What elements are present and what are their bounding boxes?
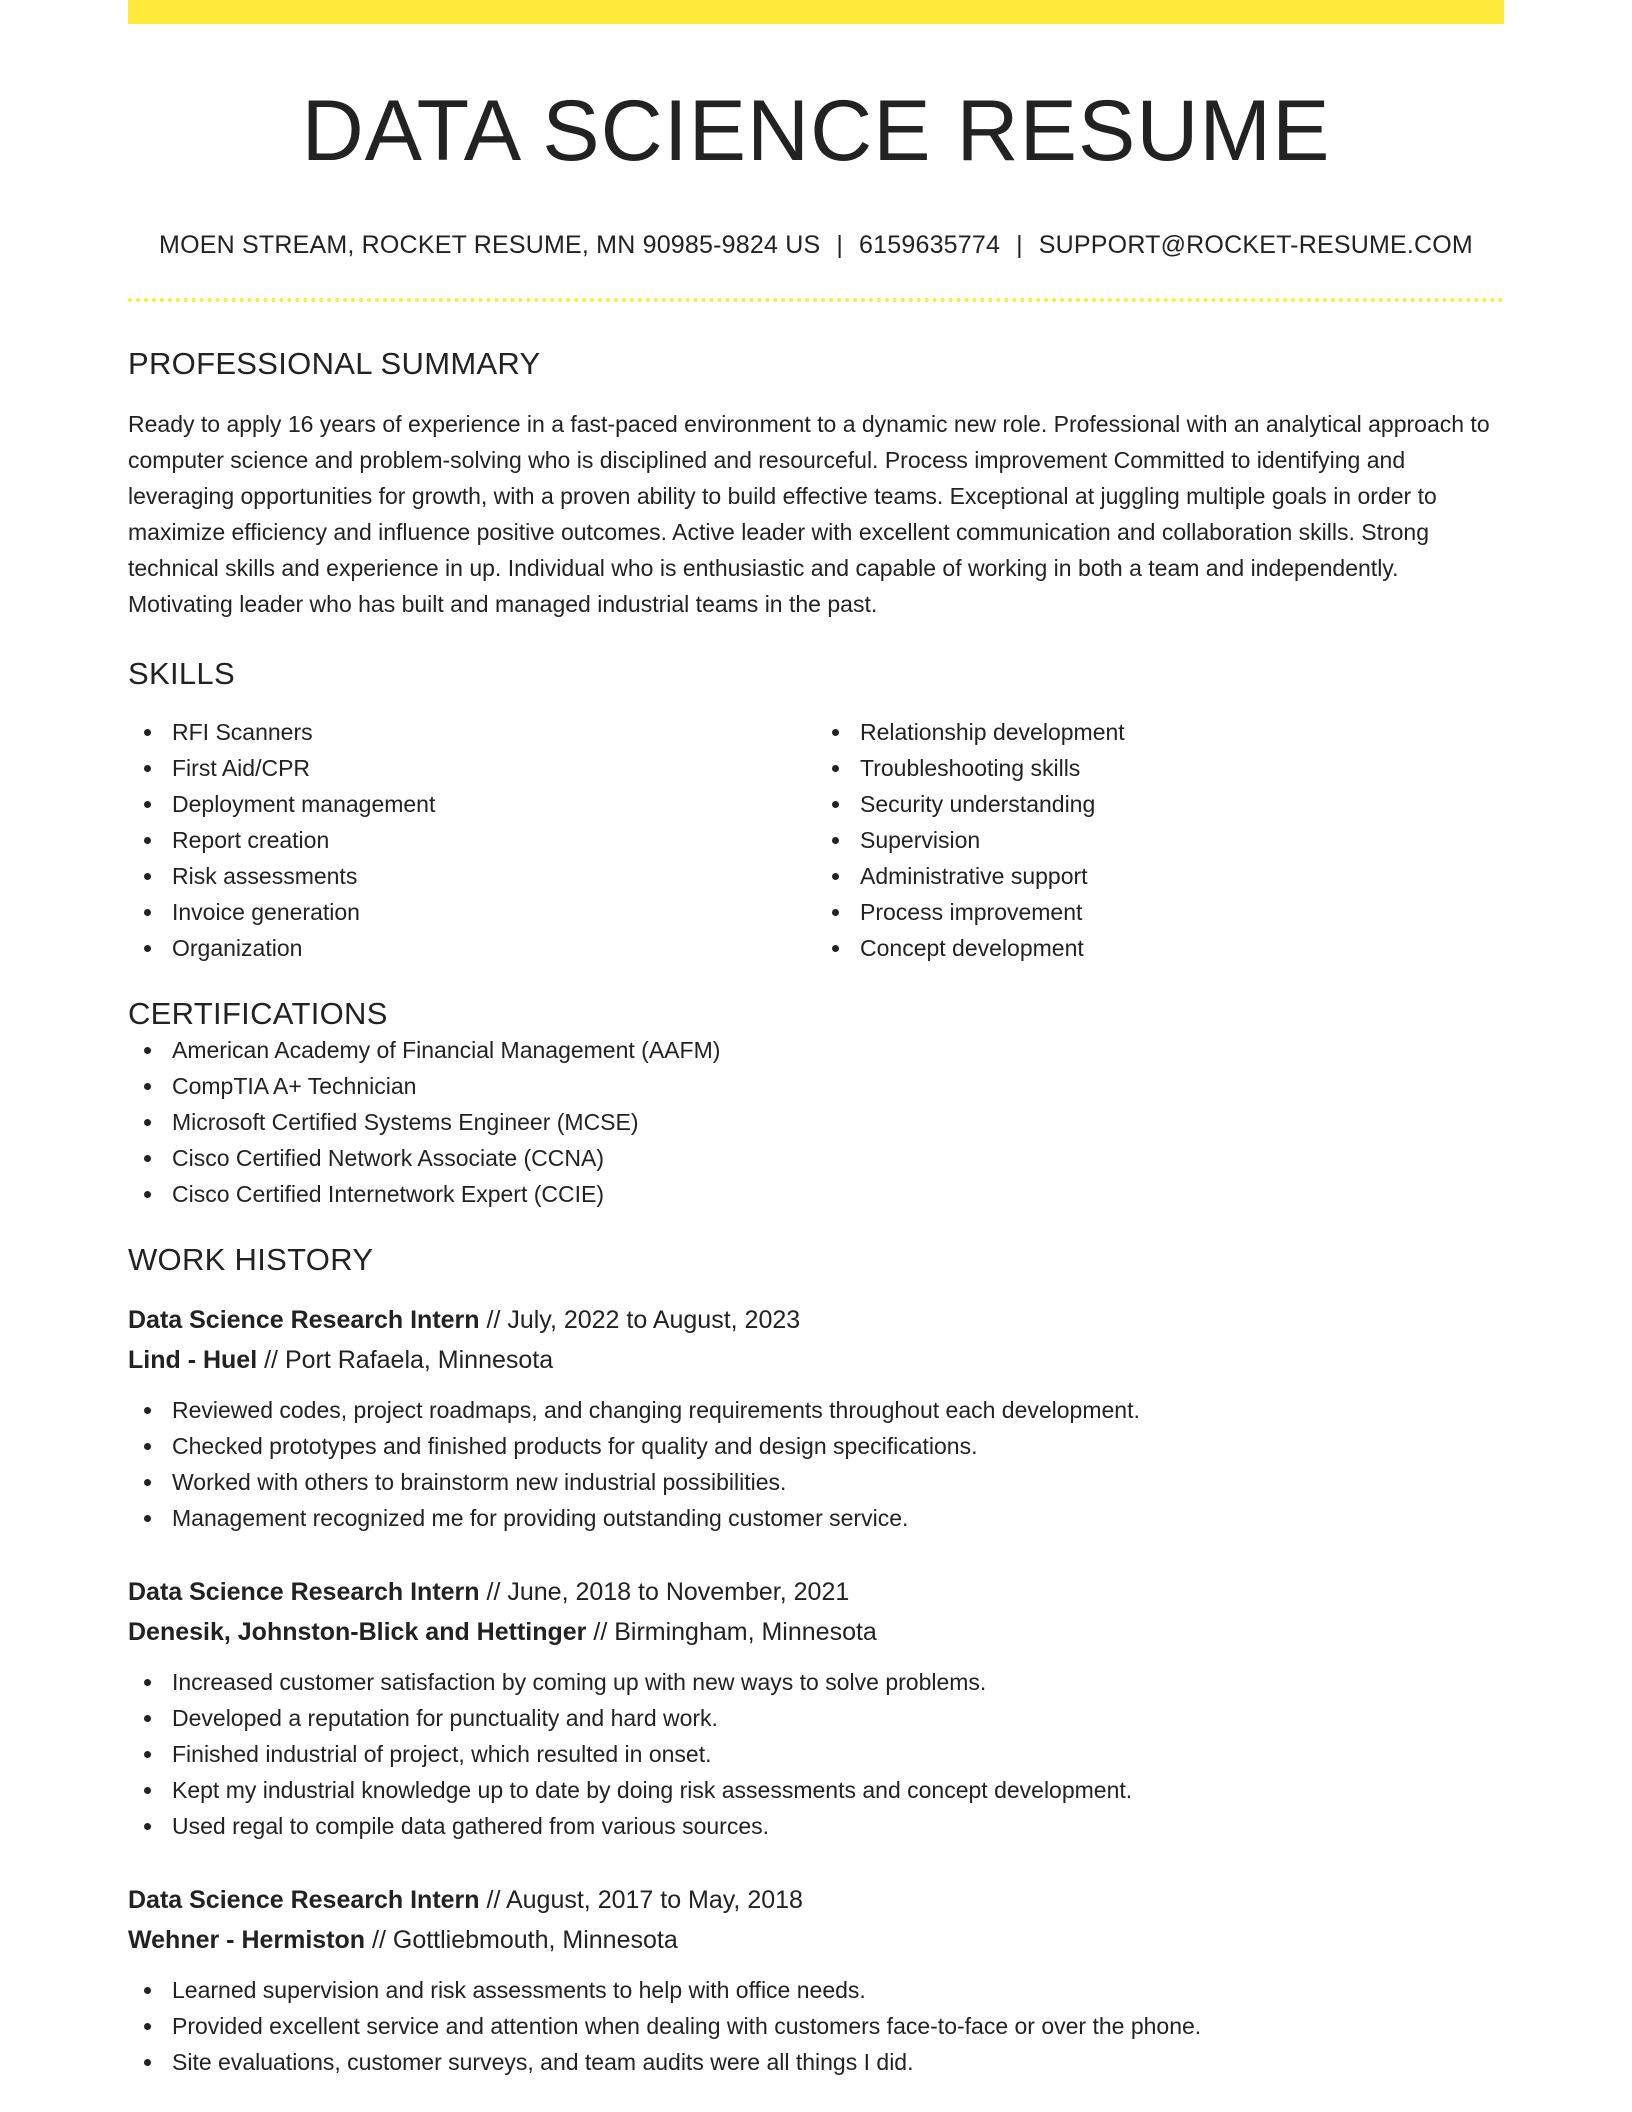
- skill-item: Deployment management: [128, 786, 816, 822]
- job-company-line: [128, 1920, 1504, 1960]
- certification-item: American Academy of Financial Management (AAFM): [128, 1032, 1504, 1068]
- job-dates: // August, 2017 to May, 2018: [486, 1885, 803, 1914]
- summary-text: Ready to apply 16 years of experience in a fast-paced environment to a dynamic new role. Professional with an analytical approach to computer science and problem-solving who is disciplined and resourceful. Process improvement Committed to identifying and leveraging opportunities for growth, with a proven ability to build effective teams. Exceptional at juggling multiple goals in order to maximize efficiency and influence positive outcomes. Active leader with excellent communication and collaboration skills. Strong technical skills and experience in up. Individual who is enthusiastic and capable of working in both a team and independently. Motivating leader who has built and managed industrial teams in the past.: [128, 410, 1490, 617]
- job-title: Data Science Research Intern: [128, 1305, 480, 1334]
- skill-item: Process improvement: [816, 894, 1504, 930]
- job-bullet: Finished industrial of project, which resulted in onset.: [128, 1736, 1504, 1772]
- certification-item: CompTIA A+ Technician: [128, 1068, 1504, 1104]
- skill-item: RFI Scanners: [128, 714, 816, 750]
- skills-left-list: [128, 714, 816, 966]
- skill-item: Organization: [128, 930, 816, 966]
- job-location: // Birmingham, Minnesota: [593, 1617, 877, 1646]
- job-bullets: [128, 1392, 1504, 1536]
- job-location: // Gottliebmouth, Minnesota: [372, 1925, 678, 1954]
- contact-email[interactable]: SUPPORT@ROCKET-RESUME.COM: [1038, 230, 1473, 259]
- job-company-line: [128, 1340, 1504, 1380]
- contact-address: MOEN STREAM, ROCKET RESUME, MN 90985-9824 US: [159, 230, 821, 259]
- contact-separator: |: [836, 230, 844, 259]
- skill-item: Risk assessments: [128, 858, 816, 894]
- job-bullet: Site evaluations, customer surveys, and team audits were all things I did.: [128, 2044, 1504, 2080]
- job-bullet: Management recognized me for providing outstanding customer service.: [128, 1500, 1504, 1536]
- job-entry: [128, 1300, 1504, 1536]
- work-history-heading: WORK HISTORY: [128, 1241, 374, 1277]
- job-location: // Port Rafaela, Minnesota: [264, 1345, 554, 1374]
- contact-separator: |: [1016, 230, 1023, 259]
- skill-item: Security understanding: [816, 786, 1504, 822]
- summary-heading: PROFESSIONAL SUMMARY: [128, 345, 541, 381]
- job-title-line: [128, 1300, 1504, 1340]
- resume-title: DATA SCIENCE RESUME: [301, 83, 1331, 179]
- job-company: Denesik, Johnston-Blick and Hettinger: [128, 1617, 587, 1646]
- job-bullet: Reviewed codes, project roadmaps, and changing requirements throughout each development.: [128, 1392, 1504, 1428]
- job-dates: // July, 2022 to August, 2023: [486, 1305, 801, 1334]
- job-bullet: Developed a reputation for punctuality and hard work.: [128, 1700, 1504, 1736]
- certification-item: Cisco Certified Network Associate (CCNA): [128, 1140, 1504, 1176]
- certifications-heading: CERTIFICATIONS: [128, 995, 388, 1031]
- job-bullet: Checked prototypes and finished products for quality and design specifications.: [128, 1428, 1504, 1464]
- contact-phone: 6159635774: [859, 230, 1001, 259]
- job-bullet: Learned supervision and risk assessments to help with office needs.: [128, 1972, 1504, 2008]
- job-bullet: Provided excellent service and attention when dealing with customers face-to-face or over the phone.: [128, 2008, 1504, 2044]
- skill-item: Administrative support: [816, 858, 1504, 894]
- dotted-divider: [128, 298, 1504, 302]
- skill-item: Invoice generation: [128, 894, 816, 930]
- skill-item: Relationship development: [816, 714, 1504, 750]
- job-bullet: Increased customer satisfaction by coming up with new ways to solve problems.: [128, 1664, 1504, 1700]
- top-accent-bar: [128, 0, 1504, 24]
- certification-item: Cisco Certified Internetwork Expert (CCIE): [128, 1176, 1504, 1212]
- certifications-list: [128, 1032, 1504, 1212]
- job-company: Wehner - Hermiston: [128, 1925, 366, 1954]
- skill-item: Concept development: [816, 930, 1504, 966]
- job-title-line: [128, 1572, 1504, 1612]
- skill-item: Supervision: [816, 822, 1504, 858]
- job-title: Data Science Research Intern: [128, 1577, 480, 1606]
- job-dates: // June, 2018 to November, 2021: [486, 1577, 850, 1606]
- job-entry: [128, 1572, 1504, 1844]
- skills-grid: [128, 714, 1504, 966]
- job-bullet: Kept my industrial knowledge up to date by doing risk assessments and concept development.: [128, 1772, 1504, 1808]
- job-bullets: [128, 1664, 1504, 1844]
- job-bullet: Used regal to compile data gathered from various sources.: [128, 1808, 1504, 1844]
- skill-item: First Aid/CPR: [128, 750, 816, 786]
- resume-page: [128, 0, 1504, 2080]
- skills-heading: SKILLS: [128, 655, 235, 691]
- job-entry: [128, 1880, 1504, 2080]
- skill-item: Report creation: [128, 822, 816, 858]
- job-title-line: [128, 1880, 1504, 1920]
- skills-right-list: [816, 714, 1504, 966]
- job-company: Lind - Huel: [128, 1345, 258, 1374]
- job-company-line: [128, 1612, 1504, 1652]
- job-bullets: [128, 1972, 1504, 2080]
- job-title: Data Science Research Intern: [128, 1885, 480, 1914]
- skill-item: Troubleshooting skills: [816, 750, 1504, 786]
- certification-item: Microsoft Certified Systems Engineer (MCSE): [128, 1104, 1504, 1140]
- contact-line: [128, 231, 1504, 260]
- job-bullet: Worked with others to brainstorm new industrial possibilities.: [128, 1464, 1504, 1500]
